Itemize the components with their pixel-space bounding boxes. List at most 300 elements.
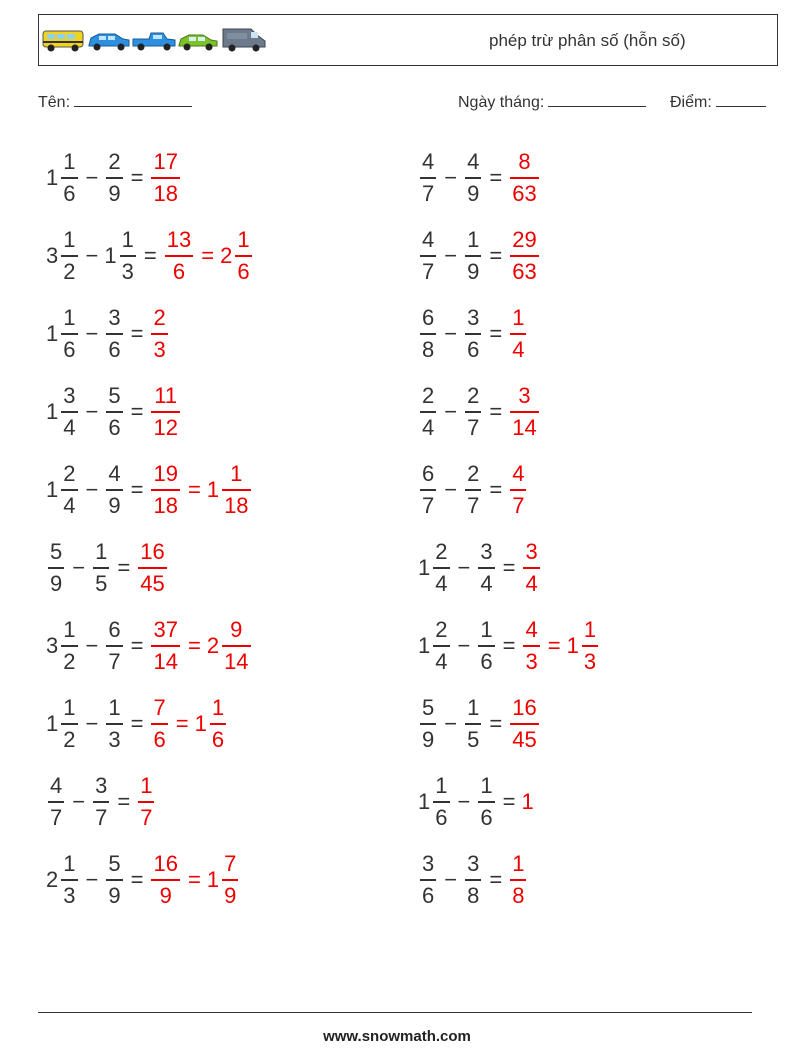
numerator: 4 [422,227,435,252]
denominator: 6 [237,259,250,284]
fraction-bar [465,879,481,881]
whole-number: 1 [206,867,220,892]
numerator: 29 [512,227,537,252]
fraction [151,619,179,673]
whole-number: 1 [46,477,59,502]
whole-number: 1 [46,399,59,424]
equals-sign: = [117,789,131,814]
numerator: 1 [63,227,76,252]
subtrahend [104,385,124,439]
answer [163,229,254,283]
equals-sign: = [130,867,144,892]
problem [46,380,182,444]
answer-value [149,619,181,673]
minuend [46,853,80,907]
equals-sign: = [489,477,503,502]
fraction-bar [151,333,167,335]
minus-sign: − [457,555,471,580]
numerator: 5 [50,539,63,564]
subtrahend [104,619,124,673]
fraction-bar [420,255,436,257]
problem [46,614,253,678]
fraction-bar [478,801,494,803]
subtrahend [463,151,483,205]
denominator: 14 [153,649,178,674]
numerator: 9 [230,617,243,642]
fraction [510,463,526,517]
denominator: 9 [467,259,480,284]
whole-number: 1 [194,711,207,736]
fraction-bar [510,255,538,257]
denominator: 9 [224,883,237,908]
problem [418,302,528,366]
numerator: 1 [63,617,76,642]
date-field [458,92,646,112]
denominator: 9 [50,571,63,596]
fraction-bar [582,645,598,647]
fraction [235,229,251,283]
minus-sign: − [444,243,458,268]
subtrahend [91,775,111,829]
car-icon [179,35,217,51]
problem-row [46,458,746,536]
answer-value [207,853,241,907]
whole-number: 1 [46,321,59,346]
subtrahend [463,697,483,751]
fraction [210,697,226,751]
denominator: 7 [95,805,108,830]
denominator: 9 [108,883,121,908]
problem-row [46,848,746,926]
fraction [465,853,481,907]
numerator: 17 [153,149,178,174]
fraction [61,853,77,907]
fraction-bar [106,489,122,491]
denominator: 7 [467,493,480,518]
denominator: 9 [108,493,121,518]
denominator: 4 [435,571,448,596]
denominator: 6 [108,415,121,440]
minus-sign: − [85,321,99,346]
whole-number: 2 [220,243,233,268]
denominator: 9 [159,883,172,908]
fraction [465,697,481,751]
fraction-bar [510,723,538,725]
numerator: 2 [108,149,121,174]
numerator: 1 [435,773,448,798]
numerator: 1 [108,695,121,720]
equals-sign: = [143,243,157,268]
problem-grid [46,146,746,926]
answer-value [220,229,254,283]
answer-value [136,541,168,595]
numerator: 6 [422,461,435,486]
denominator: 14 [224,649,249,674]
answer [521,789,534,815]
answer [508,853,528,907]
fraction-bar [61,879,77,881]
fraction-bar [465,489,481,491]
fraction-bar [510,879,526,881]
fraction [510,229,538,283]
denominator: 2 [63,727,76,752]
fraction-bar [420,879,436,881]
minuend [418,463,438,517]
answer [149,463,252,517]
fraction-bar [433,801,449,803]
date-blank[interactable] [548,92,646,107]
fraction-bar [420,177,436,179]
fraction-bar [165,255,193,257]
denominator: 3 [153,337,166,362]
fraction-bar [106,411,122,413]
van-icon [223,29,265,52]
fraction [465,307,481,361]
answer [508,229,540,283]
date-label: Ngày tháng: [458,94,545,111]
subtrahend [463,385,483,439]
numerator: 1 [467,695,480,720]
denominator: 18 [153,493,178,518]
minuend [46,541,66,595]
answer-equals-sign: = [547,633,561,658]
answer-value [149,853,181,907]
numerator: 1 [63,851,76,876]
subtrahend [91,541,111,595]
equals-sign: = [130,711,144,736]
answer [521,619,600,673]
fraction-bar [465,723,481,725]
fraction [420,307,436,361]
numerator: 2 [467,383,480,408]
problem-row [46,536,746,614]
fraction [151,151,179,205]
equals-sign: = [502,789,516,814]
answer-value [508,697,540,751]
fraction-bar [523,645,539,647]
numerator: 3 [63,383,76,408]
minus-sign: − [444,321,458,346]
fraction-bar [420,723,436,725]
fraction-bar [433,567,449,569]
numerator: 2 [435,617,448,642]
fraction [106,853,122,907]
numerator: 1 [480,617,493,642]
answer [136,775,156,829]
minus-sign: − [444,711,458,736]
fraction [433,775,449,829]
answer-value [521,789,534,815]
answer-value [207,463,253,517]
whole-number: 1 [521,789,534,814]
footer-divider [38,1012,752,1013]
fraction [465,463,481,517]
name-label: Tên: [38,94,71,111]
fraction-bar [48,801,64,803]
numerator: 1 [467,227,480,252]
fraction [523,541,539,595]
denominator: 18 [153,181,178,206]
answer-equals-sign: = [187,477,201,502]
fraction-bar [61,255,77,257]
numerator: 2 [467,461,480,486]
denominator: 3 [121,259,134,284]
fraction-bar [222,645,250,647]
equals-sign: = [117,555,131,580]
fraction-bar [61,333,77,335]
numerator: 16 [153,851,178,876]
fraction [106,697,122,751]
worksheet-title: phép trừ phân số (hỗn số) [489,31,686,50]
fraction [510,697,538,751]
numerator: 7 [153,695,166,720]
numerator: 3 [467,305,480,330]
fraction [222,463,250,517]
fraction-bar [106,879,122,881]
numerator: 1 [583,617,597,642]
minus-sign: − [85,477,99,502]
whole-number: 1 [104,243,117,268]
fraction [510,853,526,907]
fraction [478,775,494,829]
fraction-bar [138,801,154,803]
answer-value [567,619,601,673]
numerator: 13 [166,227,192,252]
fraction [138,541,166,595]
denominator: 7 [422,493,435,518]
denominator: 7 [467,415,480,440]
fraction-bar [465,333,481,335]
problem [46,770,156,834]
bus-icon [43,31,83,52]
minuend [418,307,438,361]
fraction [420,151,436,205]
numerator: 11 [154,383,178,408]
fraction [465,229,481,283]
denominator: 3 [525,649,538,674]
numerator: 4 [108,461,121,486]
numerator: 1 [512,851,525,876]
fraction-bar [210,723,226,725]
minus-sign: − [444,477,458,502]
fraction [151,697,167,751]
numerator: 7 [224,851,237,876]
denominator: 7 [140,805,153,830]
minuend [418,697,438,751]
fraction [420,853,436,907]
pickup-truck-icon [133,33,175,51]
fraction-bar [151,645,179,647]
numerator: 3 [467,851,480,876]
fraction-bar [106,723,122,725]
subtrahend [104,463,124,517]
denominator: 9 [467,181,480,206]
denominator: 6 [63,181,76,206]
denominator: 9 [422,727,435,752]
numerator: 2 [435,539,448,564]
fraction [433,541,449,595]
fraction-bar [510,333,526,335]
name-blank[interactable] [74,92,192,107]
numerator: 5 [422,695,435,720]
equals-sign: = [130,633,144,658]
answer [508,697,540,751]
subtrahend [476,541,496,595]
answer [149,853,240,907]
whole-number: 1 [46,711,59,736]
answer [136,541,168,595]
minuend [418,619,452,673]
fraction [433,619,449,673]
fraction-bar [222,879,238,881]
answer [521,541,541,595]
numerator: 4 [50,773,63,798]
denominator: 7 [108,649,121,674]
numerator: 6 [108,617,121,642]
fraction-bar [61,645,77,647]
denominator: 2 [63,259,76,284]
answer-value [149,307,169,361]
equals-sign: = [489,243,503,268]
numerator: 1 [512,305,525,330]
subtrahend [463,307,483,361]
fraction [93,775,109,829]
fraction [222,853,238,907]
fraction [523,619,539,673]
numerator: 3 [422,851,435,876]
numerator: 4 [512,461,525,486]
fraction-bar [106,333,122,335]
answer-value [508,307,528,361]
answer-value [149,151,181,205]
fraction [151,853,179,907]
problem [418,692,541,756]
answer [149,307,169,361]
denominator: 6 [211,727,225,752]
fraction-bar [93,801,109,803]
minuend [46,697,80,751]
problem-row [46,302,746,380]
fraction [510,151,538,205]
denominator: 45 [140,571,165,596]
minus-sign: − [457,789,471,814]
fraction-bar [61,177,77,179]
minus-sign: − [85,867,99,892]
subtrahend [476,619,496,673]
denominator: 3 [63,883,76,908]
fraction [465,151,481,205]
fraction-bar [151,723,167,725]
fraction-bar [222,489,250,491]
name-field [38,92,192,112]
whole-number: 1 [46,165,59,190]
answer-value [508,463,528,517]
fraction [138,775,154,829]
subtrahend [104,307,124,361]
minus-sign: − [72,789,86,814]
numerator: 1 [211,695,225,720]
fraction [478,619,494,673]
equals-sign: = [489,321,503,346]
answer [508,463,528,517]
denominator: 7 [422,181,435,206]
denominator: 8 [467,883,480,908]
fraction [465,385,481,439]
equals-sign: = [502,633,516,658]
numerator: 4 [467,149,480,174]
fraction-bar [151,489,179,491]
problem-row [46,614,746,692]
minuend [418,385,438,439]
minus-sign: − [85,243,99,268]
denominator: 3 [583,649,597,674]
minuend [46,775,66,829]
fraction-bar [106,645,122,647]
fraction-bar [523,567,539,569]
answer-value [508,385,540,439]
minuend [418,541,452,595]
minus-sign: − [85,633,99,658]
fraction [582,619,598,673]
score-blank[interactable] [716,92,766,107]
fraction [420,229,436,283]
answer [149,151,181,205]
fraction [510,385,538,439]
fraction-bar [151,411,179,413]
numerator: 3 [95,773,108,798]
answer [508,385,540,439]
numerator: 3 [108,305,121,330]
denominator: 4 [512,337,525,362]
denominator: 6 [435,805,448,830]
problem [46,536,169,600]
denominator: 6 [63,337,76,362]
equals-sign: = [489,711,503,736]
subtrahend [104,151,124,205]
numerator: 3 [525,539,538,564]
minuend [418,853,438,907]
denominator: 8 [422,337,435,362]
denominator: 5 [95,571,108,596]
denominator: 6 [480,649,493,674]
vehicle-icons [41,25,271,57]
problem [418,146,541,210]
numerator: 1 [63,305,76,330]
problem [418,224,541,288]
denominator: 4 [63,415,76,440]
whole-number: 3 [46,243,59,268]
fraction-bar [420,411,436,413]
equals-sign: = [130,321,144,346]
minus-sign: − [85,399,99,424]
fraction-bar [510,177,538,179]
numerator: 4 [422,149,435,174]
fraction-bar [61,489,77,491]
fraction-bar [61,723,77,725]
minus-sign: − [85,711,99,736]
whole-number: 1 [418,555,431,580]
whole-number: 3 [46,633,59,658]
equals-sign: = [489,867,503,892]
score-label: Điểm: [670,94,712,111]
answer-value [508,853,528,907]
denominator: 7 [422,259,435,284]
problem [46,224,254,288]
fraction-bar [478,567,494,569]
minuend [46,619,80,673]
denominator: 6 [480,805,493,830]
whole-number: 1 [418,789,431,814]
